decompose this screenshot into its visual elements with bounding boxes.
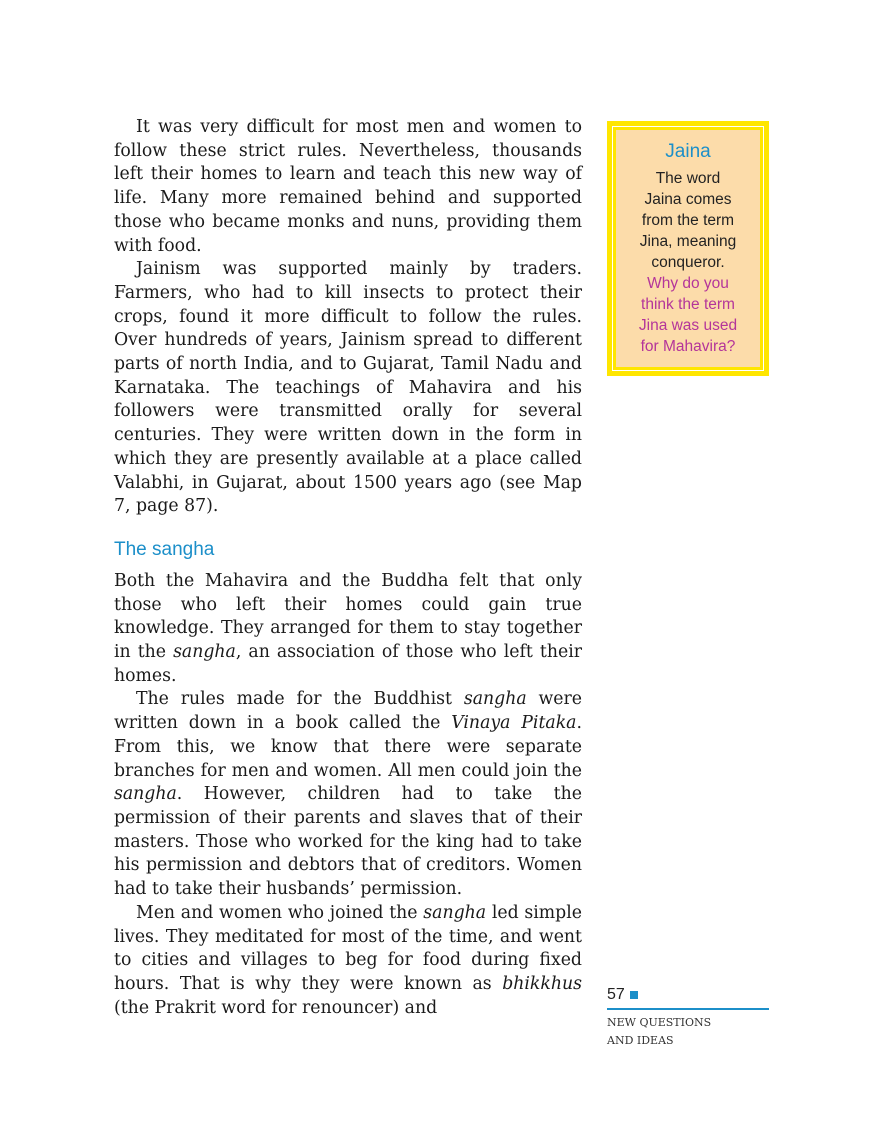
sidebar-note-question (616, 273, 760, 357)
section-heading-sangha: The sangha (114, 538, 215, 560)
sidebar-note-frame (612, 126, 764, 371)
sidebar-note-title: Jaina (665, 141, 711, 162)
emphasis-term: sangha (463, 689, 527, 710)
page-number: 57 (607, 986, 625, 1003)
note-line: conqueror. (651, 254, 725, 271)
paragraph-1: It was very difficult for most men and women to follow these strict rules. Nevertheless, thousands left their homes to learn and teach this new way of life. Many more remained behind and supported those who became monks and nuns, providing them with food. (114, 117, 582, 256)
text-run: (the Prakrit word for renouncer) and (114, 997, 438, 1018)
emphasis-term: Vinaya Pitaka (451, 713, 577, 734)
question-line: think the term (641, 296, 735, 313)
sidebar-note-body (616, 130, 760, 367)
page-footer (607, 985, 769, 1050)
paragraph-5 (114, 902, 582, 1021)
emphasis-term: sangha (173, 642, 236, 663)
emphasis-term: sangha (423, 902, 487, 923)
book-title (607, 1014, 769, 1050)
note-line: from the term (641, 212, 735, 229)
note-line: The word (655, 170, 721, 187)
sidebar-note-box (607, 121, 769, 376)
text-run: led simple lives. They meditated for most of the time, and went to cities and villages to beg for food during fixed hours. That is why they were known as (114, 902, 582, 994)
footer-divider (607, 1008, 769, 1010)
page-number-row (607, 985, 769, 1005)
note-line: Jaina comes (644, 191, 732, 208)
text-run: were written down in a book called the (114, 689, 582, 734)
question-line: Jina was used (638, 317, 738, 334)
text-run: . From this, we know that there were separate branches for men and women. All men could join the (114, 713, 582, 781)
emphasis-term: bhikkhus (502, 973, 582, 994)
text-run: . However, children had to take the permission of their parents and slaves that of their masters. Those who worked for the king had to take his permission and debtors that of creditors. Women had to take their husbands’ permission. (114, 784, 582, 900)
text-run: The rules made for the Buddhist (136, 689, 464, 710)
paragraph-2: Jainism was supported mainly by traders. Farmers, who had to kill insects to protect their crops, found it more difficult to follow the rules. Over hundreds of years, Jainism spread to different parts of north India, and to Gujarat, Tamil Nadu and Karnataka. The teachings of Mahavira and his followers were transmitted orally for several centuries. They were written down in the form in which they are presently available at a place called Valabhi, in Gujarat, about 1500 years ago (see Map 7, page 87). (114, 259, 582, 517)
question-line: Why do you (647, 275, 729, 292)
text-run: Men and women who joined the (136, 902, 424, 923)
text-run: , an association of those who left their homes. (114, 642, 582, 686)
text-run: Both the Mahavira and the Buddha felt that only those who left their homes could gain true knowledge. They arranged for them to stay together in the (114, 570, 582, 663)
paragraph-4 (114, 688, 582, 901)
emphasis-term: sangha (114, 784, 177, 805)
question-line: for Mahavira? (640, 338, 736, 355)
book-title-line: NEW QUESTIONS (607, 1015, 712, 1029)
note-line: Jina, meaning (639, 233, 737, 250)
square-marker-icon (630, 991, 638, 999)
book-title-line: AND IDEAS (607, 1033, 674, 1047)
paragraph-3 (114, 570, 582, 689)
sidebar-note-text (616, 168, 760, 273)
main-text-column (114, 116, 582, 1020)
